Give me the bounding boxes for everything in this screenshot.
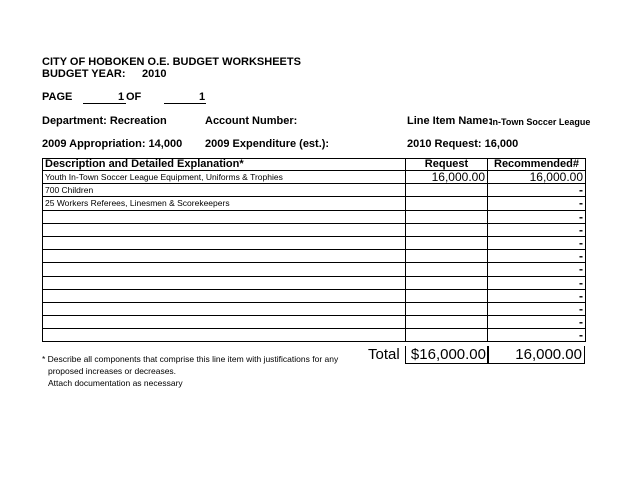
row-request (406, 184, 488, 197)
row-description: Youth In-Town Soccer League Equipment, Uniforms & Trophies (43, 171, 406, 184)
row-request (406, 302, 488, 315)
page-label: PAGE (42, 91, 73, 103)
row-description (43, 210, 406, 223)
row-recommended: - (488, 223, 586, 236)
row-recommended: 16,000.00 (488, 171, 586, 184)
row-recommended: - (488, 316, 586, 329)
total-request: $16,000.00 (405, 346, 489, 364)
budget-table (42, 158, 586, 342)
recommended-header: Recommended# (488, 159, 586, 171)
row-request (406, 223, 488, 236)
budget-year-value: 2010 (142, 68, 167, 80)
request-2010: 2010 Request: 16,000 (407, 138, 519, 150)
table-row (43, 210, 586, 223)
table-row (43, 223, 586, 236)
line-item-value: In-Town Soccer League (490, 117, 591, 127)
row-request (406, 210, 488, 223)
total-recommended: 16,000.00 (487, 346, 585, 364)
row-description (43, 250, 406, 263)
row-recommended: - (488, 276, 586, 289)
page-total: 1 (199, 91, 206, 103)
row-recommended: - (488, 263, 586, 276)
row-request: 16,000.00 (406, 171, 488, 184)
footnote-line-1: * Describe all components that comprise this line item with justifications for any (42, 354, 339, 364)
row-description (43, 276, 406, 289)
table-row (43, 197, 586, 210)
row-recommended: - (488, 289, 586, 302)
row-request (406, 316, 488, 329)
page-total-underline (164, 103, 206, 104)
row-description (43, 289, 406, 302)
row-description (43, 236, 406, 249)
row-description (43, 316, 406, 329)
footnote-line-2: proposed increases or decreases. (48, 366, 177, 376)
table-row (43, 250, 586, 263)
row-recommended: - (488, 302, 586, 315)
row-request (406, 236, 488, 249)
row-recommended: - (488, 197, 586, 210)
row-request (406, 329, 488, 342)
table-row (43, 329, 586, 342)
request-header: Request (406, 159, 488, 171)
table-row (43, 276, 586, 289)
page-number-underline (83, 103, 126, 104)
account-number: Account Number: (205, 115, 298, 127)
row-request (406, 289, 488, 302)
appropriation-2009: 2009 Appropriation: 14,000 (42, 138, 183, 150)
table-row (43, 236, 586, 249)
page-number: 1 (118, 91, 125, 103)
row-request (406, 276, 488, 289)
of-label: OF (126, 91, 142, 103)
row-recommended: - (488, 236, 586, 249)
row-description (43, 302, 406, 315)
row-description: 25 Workers Referees, Linesmen & Scorekeepers (43, 197, 406, 210)
table-row (43, 316, 586, 329)
row-recommended: - (488, 250, 586, 263)
footnote-line-3: Attach documentation as necessary (48, 378, 183, 388)
table-row (43, 289, 586, 302)
row-description (43, 223, 406, 236)
table-row (43, 263, 586, 276)
row-request (406, 197, 488, 210)
table-row (43, 184, 586, 197)
table-row (43, 171, 586, 184)
description-header: Description and Detailed Explanation* (43, 159, 406, 171)
row-recommended: - (488, 329, 586, 342)
row-description (43, 263, 406, 276)
table-row (43, 302, 586, 315)
row-recommended: - (488, 210, 586, 223)
worksheet-title: CITY OF HOBOKEN O.E. BUDGET WORKSHEETS (42, 56, 301, 68)
total-label: Total (368, 346, 400, 363)
row-request (406, 250, 488, 263)
row-description (43, 329, 406, 342)
table-header-row (43, 159, 586, 171)
budget-year-label: BUDGET YEAR: (42, 68, 126, 80)
row-request (406, 263, 488, 276)
row-description: 700 Children (43, 184, 406, 197)
department: Department: Recreation (42, 115, 167, 127)
line-item-label: Line Item Name: (407, 115, 492, 127)
row-recommended: - (488, 184, 586, 197)
expenditure-2009: 2009 Expenditure (est.): (205, 138, 330, 150)
